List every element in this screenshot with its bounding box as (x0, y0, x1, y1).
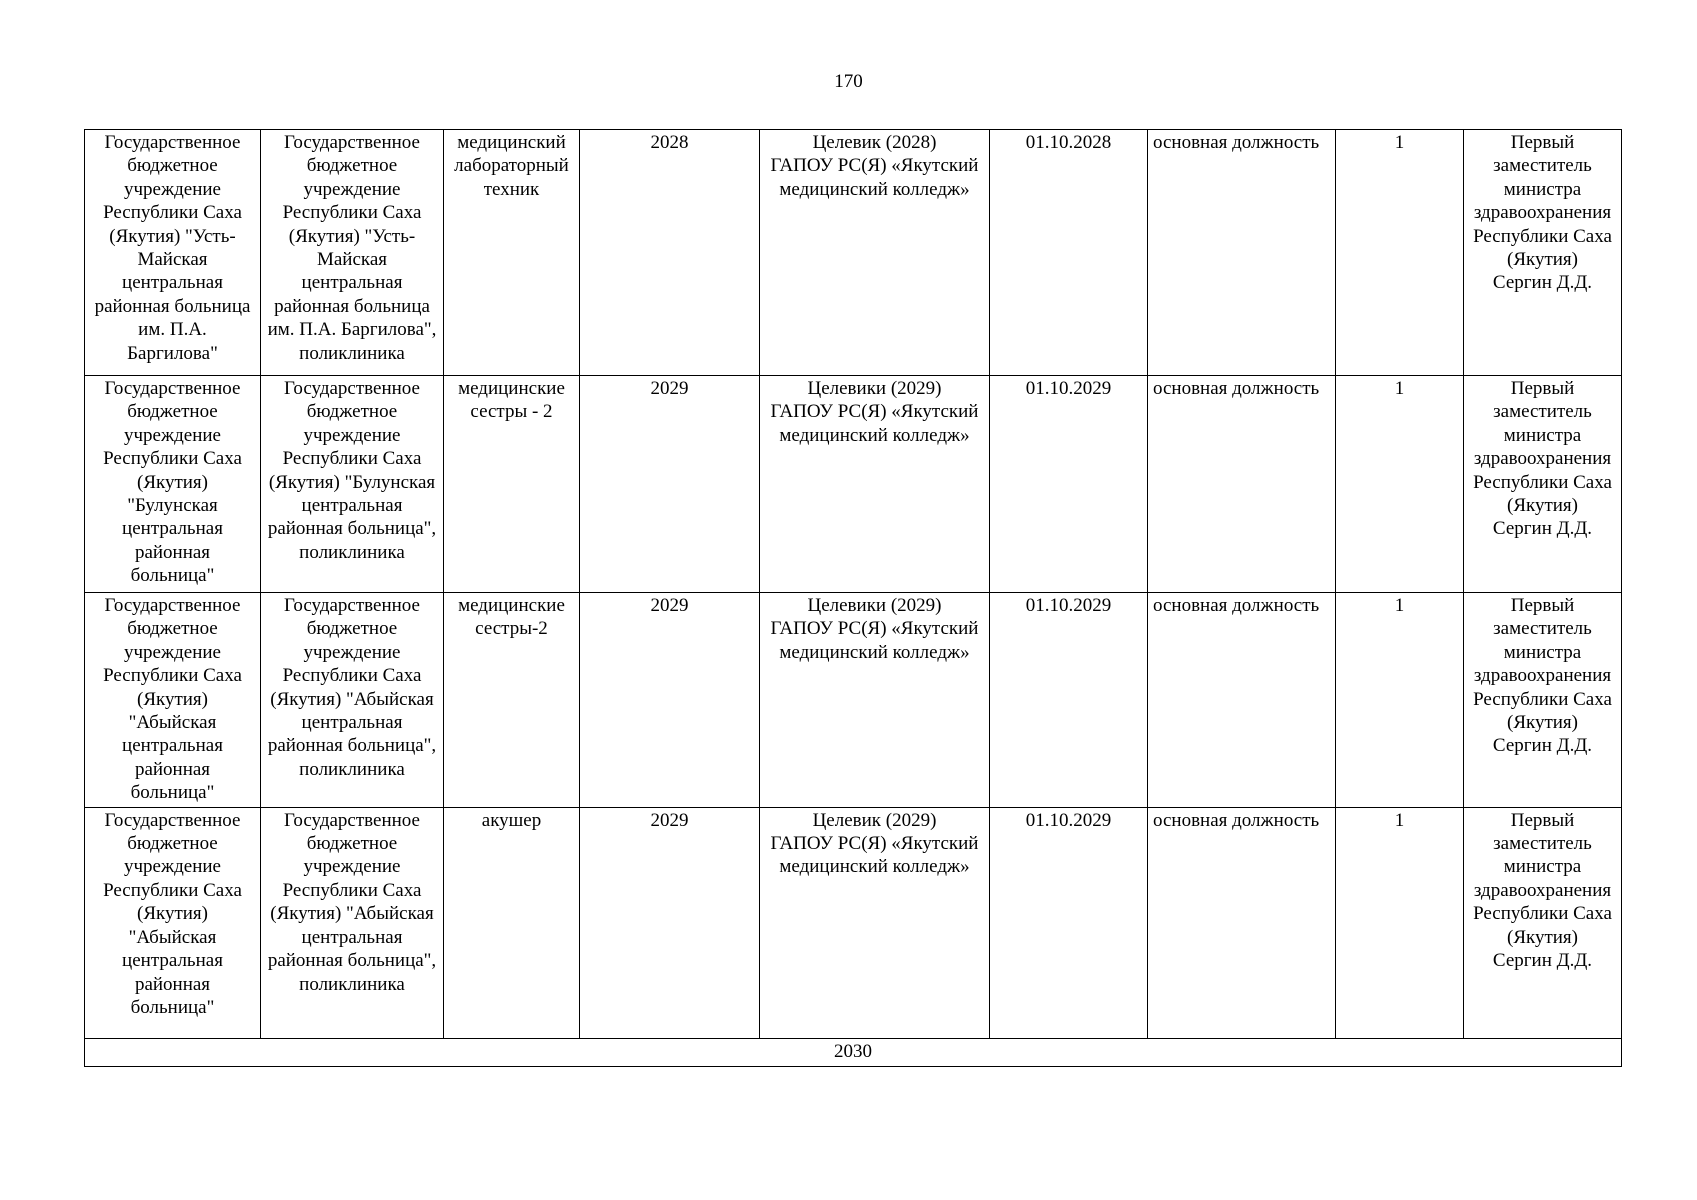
responsible-cell: Первый заместитель министра здравоохранения Республики Саха (Якутия) Сергин Д.Д. (1464, 376, 1622, 593)
institution-cell: Государственное бюджетное учреждение Республики Саха (Якутия) "Абыйская центральная районная больница" (85, 807, 261, 1038)
source-cell: Целевик (2028) ГАПОУ РС(Я) «Якутский медицинский колледж» (760, 130, 990, 376)
table-row (85, 376, 1622, 593)
responsible-cell: Первый заместитель министра здравоохранения Республики Саха (Якутия) Сергин Д.Д. (1464, 593, 1622, 808)
source-cell: Целевики (2029) ГАПОУ РС(Я) «Якутский медицинский колледж» (760, 593, 990, 808)
source-cell: Целевик (2029) ГАПОУ РС(Я) «Якутский медицинский колледж» (760, 807, 990, 1038)
position-cell: медицинский лабораторный техник (444, 130, 580, 376)
source-cell: Целевики (2029) ГАПОУ РС(Я) «Якутский медицинский колледж» (760, 376, 990, 593)
position-type-cell: основная должность (1148, 807, 1336, 1038)
year-cell: 2029 (580, 807, 760, 1038)
count-cell: 1 (1336, 593, 1464, 808)
institution-cell: Государственное бюджетное учреждение Республики Саха (Якутия) "Абыйская центральная районная больница" (85, 593, 261, 808)
table-row (85, 593, 1622, 808)
page-number: 170 (834, 71, 863, 92)
unit-cell: Государственное бюджетное учреждение Республики Саха (Якутия) "Абыйская центральная районная больница", поликлиника (261, 807, 444, 1038)
staffing-table (84, 129, 1622, 1067)
year-heading-row (85, 1038, 1622, 1066)
position-type-cell: основная должность (1148, 130, 1336, 376)
year-cell: 2029 (580, 593, 760, 808)
table-row (85, 130, 1622, 376)
responsible-cell: Первый заместитель министра здравоохранения Республики Саха (Якутия) Сергин Д.Д. (1464, 807, 1622, 1038)
unit-cell: Государственное бюджетное учреждение Республики Саха (Якутия) "Абыйская центральная районная больница", поликлиника (261, 593, 444, 808)
institution-cell: Государственное бюджетное учреждение Республики Саха (Якутия) "Булунская центральная районная больница" (85, 376, 261, 593)
position-type-cell: основная должность (1148, 593, 1336, 808)
date-cell: 01.10.2029 (990, 807, 1148, 1038)
count-cell: 1 (1336, 376, 1464, 593)
year-cell: 2029 (580, 376, 760, 593)
position-cell: медицинские сестры-2 (444, 593, 580, 808)
responsible-cell: Первый заместитель министра здравоохранения Республики Саха (Якутия) Сергин Д.Д. (1464, 130, 1622, 376)
unit-cell: Государственное бюджетное учреждение Республики Саха (Якутия) "Булунская центральная районная больница", поликлиника (261, 376, 444, 593)
unit-cell: Государственное бюджетное учреждение Республики Саха (Якутия) "Усть- Майская центральная районная больница им. П.А. Баргилова", поликлиника (261, 130, 444, 376)
institution-cell: Государственное бюджетное учреждение Республики Саха (Якутия) "Усть- Майская центральная районная больница им. П.А. Баргилова" (85, 130, 261, 376)
year-cell: 2028 (580, 130, 760, 376)
table-row (85, 807, 1622, 1038)
date-cell: 01.10.2029 (990, 376, 1148, 593)
count-cell: 1 (1336, 807, 1464, 1038)
position-cell: медицинские сестры - 2 (444, 376, 580, 593)
year-heading: 2030 (85, 1038, 1622, 1066)
position-cell: акушер (444, 807, 580, 1038)
date-cell: 01.10.2029 (990, 593, 1148, 808)
position-type-cell: основная должность (1148, 376, 1336, 593)
count-cell: 1 (1336, 130, 1464, 376)
date-cell: 01.10.2028 (990, 130, 1148, 376)
